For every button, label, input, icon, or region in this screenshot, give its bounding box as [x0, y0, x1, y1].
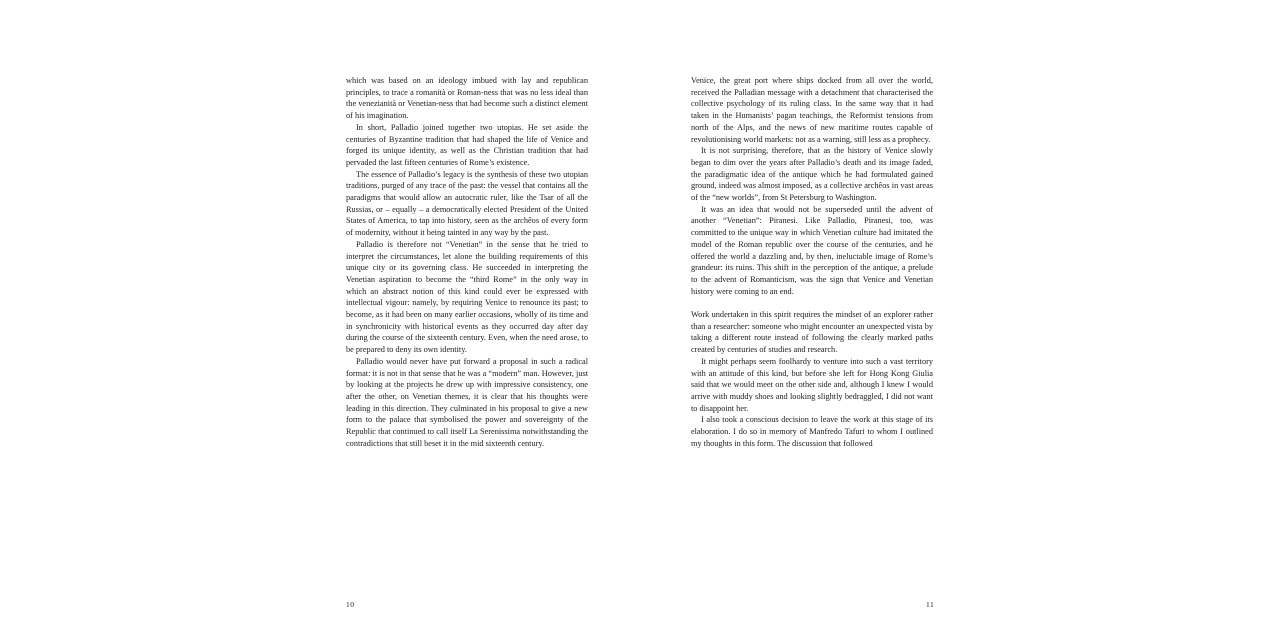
paragraph: which was based on an ideology imbued with lay and republican principles, to trace a romanità or Roman-ness that was no less ideal than the venezianità or Venetian-ness that had become such a distinct element of his imagination.	[346, 76, 588, 121]
paragraph: Palladio is therefore not “Venetian” in the sense that he tried to interpret the circumstances, let alone the building requirements of this unique city or its governing class. He succeeded in interpreting the Venetian aspiration to become the “third Rome” in the only way in which an abstract notion of this kind could ever be expressed with intellectual vigour: namely, by requiring Venice to renounce its past; to become, as it had been on many earlier occasions, wholly of its time and in synchronicity with historical events as they occurred day after day during the course of the sixteenth century. Even, when the need arose, to be prepared to deny its own identity.	[346, 239, 588, 355]
left-page	[240, 0, 640, 640]
page-number: 10	[346, 600, 355, 609]
left-text-column	[346, 75, 588, 450]
paragraph: In short, Palladio joined together two utopias. He set aside the centuries of Byzantine tradition that had shaped the life of Venice and forged its unique identity, as well as the Christian tradition that had pervaded the last fifteen centuries of Rome’s existence.	[346, 122, 588, 167]
paragraph: Venice, the great port where ships docked from all over the world, received the Palladian message with a detachment that characterised the collective psychology of its ruling class. In the same way that it had taken in the Humanists’ pagan teachings, the Reformist tensions from north of the Alps, and the news of new maritime routes capable of revolutionising world markets: not as a warning, still less as a prophecy.	[691, 76, 933, 144]
paragraph: It was an idea that would not be superseded until the advent of another “Venetian”: Piranesi. Like Palladio, Piranesi, too, was committed to the unique way in which Venetian culture had imitated the model of the Roman republic over the course of the centuries, and he offered the world a dazzling and, by then, ineluctable image of Rome’s grandeur: its ruins. This shift in the perception of the antique, a prelude to the advent of Romanticism, was the sign that Venice and Venetian history were coming to an end.	[691, 204, 933, 296]
right-text-column	[691, 75, 933, 449]
paragraph: It is not surprising, therefore, that as the history of Venice slowly began to dim over the years after Palladio’s death and its image faded, the paradigmatic idea of the antique which he had formulated gained ground, indeed was almost imposed, as a collective archêos in vast areas of the “new worlds”, from St Petersburg to Washington.	[691, 146, 933, 203]
page-number: 11	[926, 600, 935, 609]
paragraph: It might perhaps seem foolhardy to venture into such a vast territory with an attitude of this kind, but before she left for Hong Kong Giulia said that we would meet on the other side and, although I knew I would arrive with muddy shoes and looking slightly bedraggled, I did not want to disappoint her.	[691, 356, 933, 413]
section-break	[691, 297, 933, 309]
paragraph: The essence of Palladio’s legacy is the synthesis of these two utopian traditions, purged of any trace of the past: the vessel that contains all the paradigms that would allow an autocratic ruler, like the Tsar of all the Russias, or – equally – a democratically elected President of the United States of America, to tap into history, seen as the archêos of every form of modernity, without it being tainted in any way by the past.	[346, 169, 588, 238]
paragraph: Palladio would never have put forward a proposal in such a radical format: it is not in that sense that he was a “modern” man. However, just by looking at the projects he drew up with impressive consistency, one after the other, on Venetian themes, it is clear that his thoughts were leading in this direction. They culminated in his proposal to give a new form to the palace that symbolised the power and sovereignty of the Republic that continued to call itself La Serenissima notwithstanding the contradictions that still beset it in the mid sixteenth century.	[346, 356, 588, 448]
paragraph: I also took a conscious decision to leave the work at this stage of its elaboration. I do so in memory of Manfredo Tafuri to whom I outlined my thoughts in this form. The discussion that followed	[691, 415, 933, 448]
right-page	[640, 0, 1040, 640]
paragraph: Work undertaken in this spirit requires the mindset of an explorer rather than a researcher: someone who might encounter an unexpected vista by taking a different route instead of following the clearly marked paths created by centuries of studies and research.	[691, 310, 933, 355]
book-spread	[240, 0, 1040, 640]
